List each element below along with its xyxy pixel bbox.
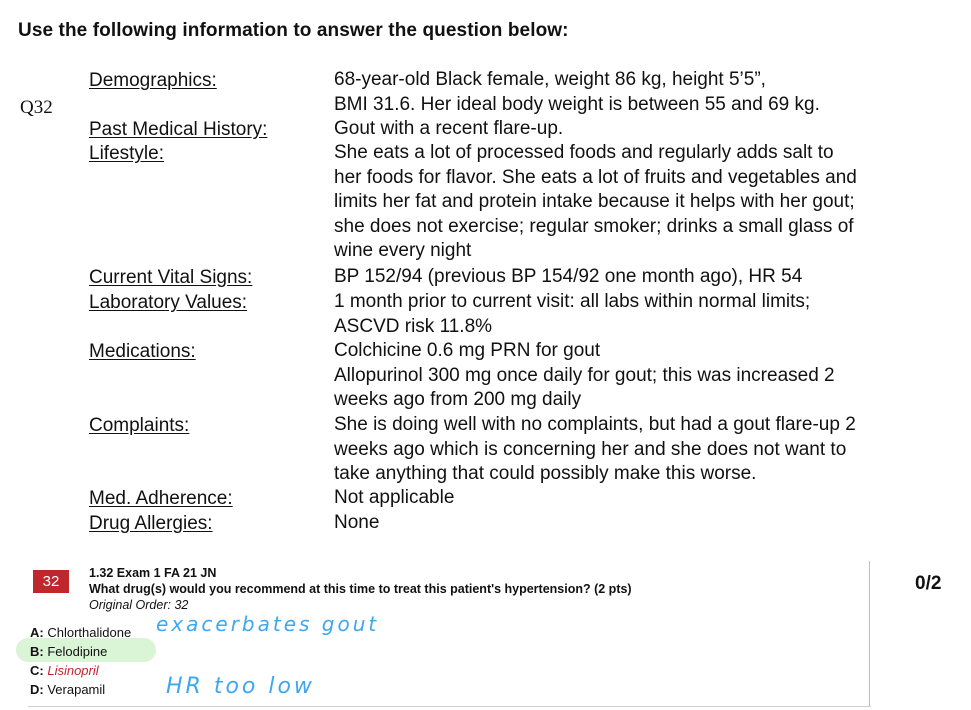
adherence-line: Not applicable [334, 487, 455, 508]
demographics-line: 68-year-old Black female, weight 86 kg, height 5’5”, [334, 69, 766, 90]
choice-letter: C: [30, 663, 44, 678]
instructions-heading: Use the following information to answer the question below: [18, 20, 569, 41]
labs-line: ASCVD risk 11.8% [334, 315, 493, 337]
complaints-line: take anything that could possibly make this worse. [334, 463, 757, 484]
question-badge: 32 [33, 570, 69, 593]
original-order: Original Order: 32 [89, 598, 189, 612]
question-text: What drug(s) would you recommend at this time to treat this patient's hypertension? (2 pts) [89, 582, 632, 596]
allergies-line: None [334, 512, 380, 533]
medications-label: Medications: [89, 341, 196, 362]
lifestyle-line: her foods for flavor. She eats a lot of fruits and vegetables and [334, 166, 857, 188]
allergies-label: Drug Allergies: [89, 513, 213, 534]
demographics-line: BMI 31.6. Her ideal body weight is between 55 and 69 kg. [334, 93, 820, 115]
medications-line: weeks ago from 200 mg daily [334, 389, 582, 410]
choice-text: Chlorthalidone [47, 625, 132, 640]
handwritten-note-exacerbates-gout: exacerbates gout [156, 612, 380, 636]
choice-text: Verapamil [47, 682, 106, 697]
medications-value [334, 339, 934, 413]
choice-b[interactable] [30, 644, 107, 659]
adherence-value [334, 486, 934, 511]
demographics-value [334, 68, 934, 117]
lifestyle-line: she does not exercise; regular smoker; drinks a small glass of [334, 215, 854, 237]
exam-title: 1.32 Exam 1 FA 21 JN [89, 566, 217, 580]
lifestyle-value [334, 141, 934, 264]
complaints-line: She is doing well with no complaints, but had a gout flare-up 2 [334, 414, 856, 435]
medications-line: Allopurinol 300 mg once daily for gout; this was increased 2 [334, 364, 835, 386]
adherence-label: Med. Adherence: [89, 488, 233, 509]
score: 0/2 [915, 573, 942, 594]
lifestyle-line: She eats a lot of processed foods and regularly adds salt to [334, 142, 834, 163]
demographics-label: Demographics: [89, 70, 217, 91]
handwritten-note-hr-too-low: HR too low [166, 674, 315, 699]
pmh-value [334, 117, 934, 142]
labs-line: 1 month prior to current visit: all labs within normal limits; [334, 291, 811, 312]
choice-letter: D: [30, 682, 44, 697]
choice-c[interactable] [30, 663, 99, 678]
lifestyle-line: wine every night [334, 240, 472, 261]
choice-text: Lisinopril [47, 663, 99, 678]
vitals-label: Current Vital Signs: [89, 267, 253, 288]
vitals-value [334, 265, 934, 290]
divider [869, 561, 870, 707]
choice-letter: A: [30, 625, 44, 640]
choice-a[interactable] [30, 625, 131, 640]
choice-d[interactable] [30, 682, 105, 697]
labs-label: Laboratory Values: [89, 292, 248, 313]
lifestyle-label: Lifestyle: [89, 143, 164, 164]
vitals-line: BP 152/94 (previous BP 154/92 one month ago), HR 54 [334, 266, 803, 287]
bottom-rule [28, 706, 871, 707]
choice-text: Felodipine [47, 644, 108, 659]
labs-value [334, 290, 934, 339]
choice-letter: B: [30, 644, 44, 659]
pmh-label: Past Medical History: [89, 119, 268, 140]
complaints-line: weeks ago which is concerning her and she does not want to [334, 438, 847, 460]
lifestyle-line: limits her fat and protein intake because it helps with her gout; [334, 191, 855, 212]
pmh-line: Gout with a recent flare-up. [334, 118, 564, 139]
complaints-value [334, 413, 934, 487]
medications-line: Colchicine 0.6 mg PRN for gout [334, 340, 601, 361]
allergies-value [334, 511, 934, 536]
question-number: Q32 [20, 97, 53, 118]
complaints-label: Complaints: [89, 415, 190, 436]
